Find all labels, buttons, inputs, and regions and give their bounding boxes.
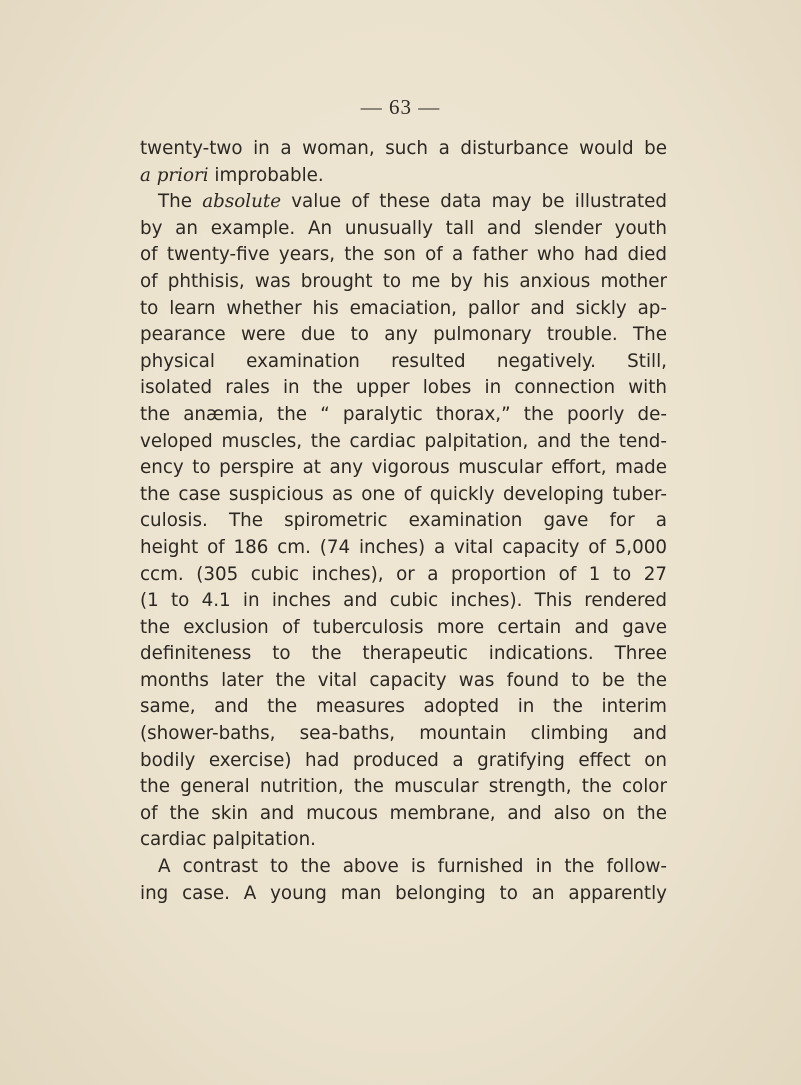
text-line: months later the vital capacity was found to be the	[140, 669, 667, 691]
text-line: culosis. The spirometric examination gave for a	[140, 510, 667, 532]
text-line: ccm. (305 cubic inches), or a proportion of 1 to 27	[140, 563, 667, 585]
text-line: The absolute value of these data may be illustrated	[158, 191, 668, 213]
text-line: ing case. A young man belonging to an apparently	[140, 882, 667, 904]
text-line: definiteness to the therapeutic indications. Three	[140, 643, 667, 665]
text-line: cardiac palpitation.	[140, 829, 316, 851]
text-line: the case suspicious as one of quickly developing tuber-	[140, 483, 667, 505]
text-line: veloped muscles, the cardiac palpitation, and the tend-	[140, 430, 667, 452]
text-line: (shower-baths, sea-baths, mountain climbing and	[140, 723, 667, 745]
text-line: physical examination resulted negatively. Still,	[140, 350, 667, 372]
text-line: a priori improbable.	[140, 164, 324, 186]
text-line: of phthisis, was brought to me by his anxious mother	[140, 270, 667, 292]
text-line: pearance were due to any pulmonary trouble. The	[140, 324, 667, 346]
text-line: A contrast to the above is furnished in the follow-	[158, 856, 667, 878]
text-line: twenty-two in a woman, such a disturbance would be	[140, 138, 667, 159]
text-line: the anæmia, the “ paralytic thorax,” the poorly de-	[140, 403, 667, 425]
text-line: of twenty-five years, the son of a father who had died	[140, 244, 667, 266]
page-number: — 63 —	[360, 95, 441, 119]
text-line: ency to perspire at any vigorous muscular effort, made	[140, 457, 667, 479]
text-line: bodily exercise) had produced a gratifying effect on	[140, 749, 667, 771]
text-line: the exclusion of tuberculosis more certain and gave	[140, 616, 667, 638]
text-line: the general nutrition, the muscular strength, the color	[140, 776, 667, 798]
body-text	[140, 136, 667, 907]
text-line: (1 to 4.1 in inches and cubic inches). This rendered	[140, 590, 667, 612]
text-line: by an example. An unusually tall and slender youth	[140, 217, 667, 239]
text-line: same, and the measures adopted in the interim	[140, 696, 667, 718]
text-line: height of 186 cm. (74 inches) a vital capacity of 5,000	[140, 536, 667, 558]
text-line: to learn whether his emaciation, pallor and sickly ap-	[140, 297, 667, 319]
text-line: of the skin and mucous membrane, and also on the	[140, 802, 667, 824]
text-line: isolated rales in the upper lobes in connection with	[140, 377, 667, 399]
